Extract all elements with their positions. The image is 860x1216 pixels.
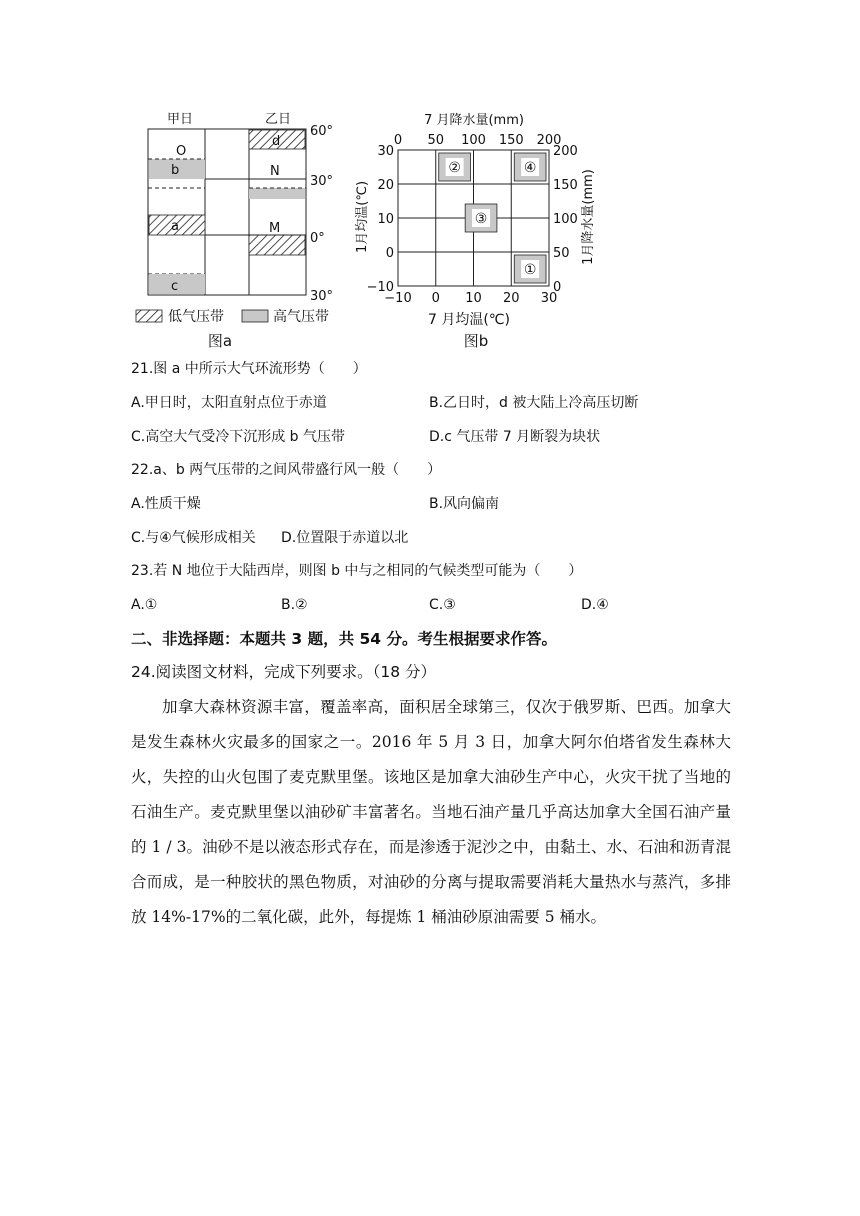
q23-option-c[interactable]: C.③ — [429, 597, 456, 613]
label-d: d — [272, 134, 281, 149]
legend-low-label: 低气压带 — [168, 309, 224, 325]
q22-stem: 22.a、b 两气压带的之间风带盛行风一般（ ） — [131, 462, 442, 478]
right-tick-label: 150 — [553, 178, 578, 193]
q24-stem: 24.阅读图文材料，完成下列要求。（18 分） — [131, 663, 437, 681]
left-tick-label: 20 — [377, 178, 394, 193]
figure-b — [355, 112, 596, 350]
right-tick-label: 0 — [553, 280, 562, 295]
bottom-tick-label: 20 — [502, 291, 520, 306]
q21-stem: 21.图 a 中所示大气环流形势（ ） — [131, 361, 367, 377]
figure-a — [136, 112, 333, 350]
q21-option-a[interactable]: A.甲日时，太阳直射点位于赤道 — [131, 395, 327, 411]
q22-option-d[interactable]: D.位置限于赤道以北 — [281, 530, 409, 546]
q23-option-a[interactable]: A.① — [131, 597, 158, 613]
fig-b-left-axis-label: 1月均温(℃) — [355, 180, 370, 254]
fig-a-jia-label: 甲日 — [166, 112, 194, 127]
legend-high-label: 高气压带 — [273, 309, 329, 325]
fig-a-yi-label: 乙日 — [264, 112, 292, 127]
right-tick-label: 50 — [553, 246, 570, 261]
q21-option-b[interactable]: B.乙日时，d 被大陆上冷高压切断 — [429, 395, 639, 411]
bottom-tick-label: 10 — [465, 291, 482, 306]
bottom-tick-label: 30 — [540, 291, 558, 306]
q22-option-c[interactable]: C.与④气候形成相关 — [131, 530, 256, 546]
q23-stem: 23.若 N 地位于大陆西岸，则图 b 中与之相同的气候类型可能为（ ） — [131, 563, 583, 579]
label-b: b — [171, 163, 180, 178]
right-tick-label: 100 — [553, 212, 578, 227]
bottom-tick-label: −10 — [384, 291, 412, 306]
fig-a-frame — [148, 129, 306, 295]
top-tick-label: 150 — [498, 133, 524, 148]
label-M: M — [269, 221, 281, 236]
legend-low-swatch — [136, 310, 162, 322]
top-tick-label: 100 — [461, 133, 486, 148]
fig-b-top-title: 7 月降水量(mm) — [424, 113, 524, 128]
top-tick-label: 200 — [536, 133, 562, 148]
right-tick-label: 200 — [553, 144, 578, 159]
left-tick-label: 10 — [377, 212, 394, 227]
lat-label-0: 0° — [310, 231, 325, 246]
fig-b-caption: 图b — [463, 332, 489, 350]
top-tick-label: 50 — [427, 133, 445, 148]
climate-box-label-2: ② — [448, 160, 461, 176]
q23-option-d[interactable]: D.④ — [581, 597, 609, 613]
lat-label-30n: 30° — [310, 174, 334, 189]
left-tick-label: 30 — [377, 144, 394, 159]
q23-option-b[interactable]: B.② — [281, 597, 308, 613]
legend-high-swatch — [242, 310, 268, 322]
q21-option-c[interactable]: C.高空大气受冷下沉形成 b 气压带 — [131, 429, 346, 445]
left-tick-label: −10 — [366, 280, 394, 295]
label-N: N — [270, 164, 280, 179]
figures — [130, 100, 600, 355]
fig-a-caption: 图a — [207, 332, 233, 350]
lat-label-60: 60° — [310, 124, 334, 139]
q22-option-a[interactable]: A.性质干燥 — [131, 496, 201, 512]
q24-paragraph: 加拿大森林资源丰富，覆盖率高，面积居全球第三，仅次于俄罗斯、巴西。加拿大是发生森林火灾最多的国家之一。2016 年 5 月 3 日，加拿大阿尔伯塔省发生森林大火，失控的山火包围了麦克默里堡。该地区是加拿大油砂生产中心，火灾干扰了当地的石油生产。麦克默里堡以油砂矿丰富著名。当地石油产量几乎高达加拿大全国石油产量的 1 / 3。油砂不是以液态形式存在，而是渗透于泥沙之中，由黏土、水、石油和沥青混合而成，是一种胶状的黑色物质，对油砂的分离与提取需要消耗大量热水与蒸汽，多排放 14%-17%的二氧化碳，此外，每提炼 1 桶油砂原油需要 5 桶水。 — [131, 698, 731, 926]
fig-b-bottom-title: 7 月均温(℃) — [427, 312, 511, 328]
label-c: c — [171, 279, 179, 294]
label-O: O — [176, 144, 187, 159]
belt-M — [249, 235, 305, 255]
climate-box-label-4: ④ — [523, 160, 537, 176]
left-tick-label: 0 — [385, 246, 394, 261]
climate-box-label-1: ① — [523, 262, 537, 278]
q22-option-b[interactable]: B.风向偏南 — [429, 496, 500, 512]
label-a: a — [171, 219, 179, 234]
bottom-tick-label: 0 — [431, 291, 440, 306]
top-tick-label: 0 — [393, 133, 403, 148]
fig-b-right-axis-label: 1月降水量(mm) — [581, 169, 596, 265]
q21-option-d[interactable]: D.c 气压带 7 月断裂为块状 — [429, 429, 601, 445]
belt-N-high — [249, 188, 305, 199]
lat-label-30s: 30° — [310, 289, 334, 304]
section-heading: 二、非选择题：本题共 3 题，共 54 分。考生根据要求作答。 — [131, 630, 557, 648]
climate-box-label-3: ③ — [474, 211, 488, 227]
